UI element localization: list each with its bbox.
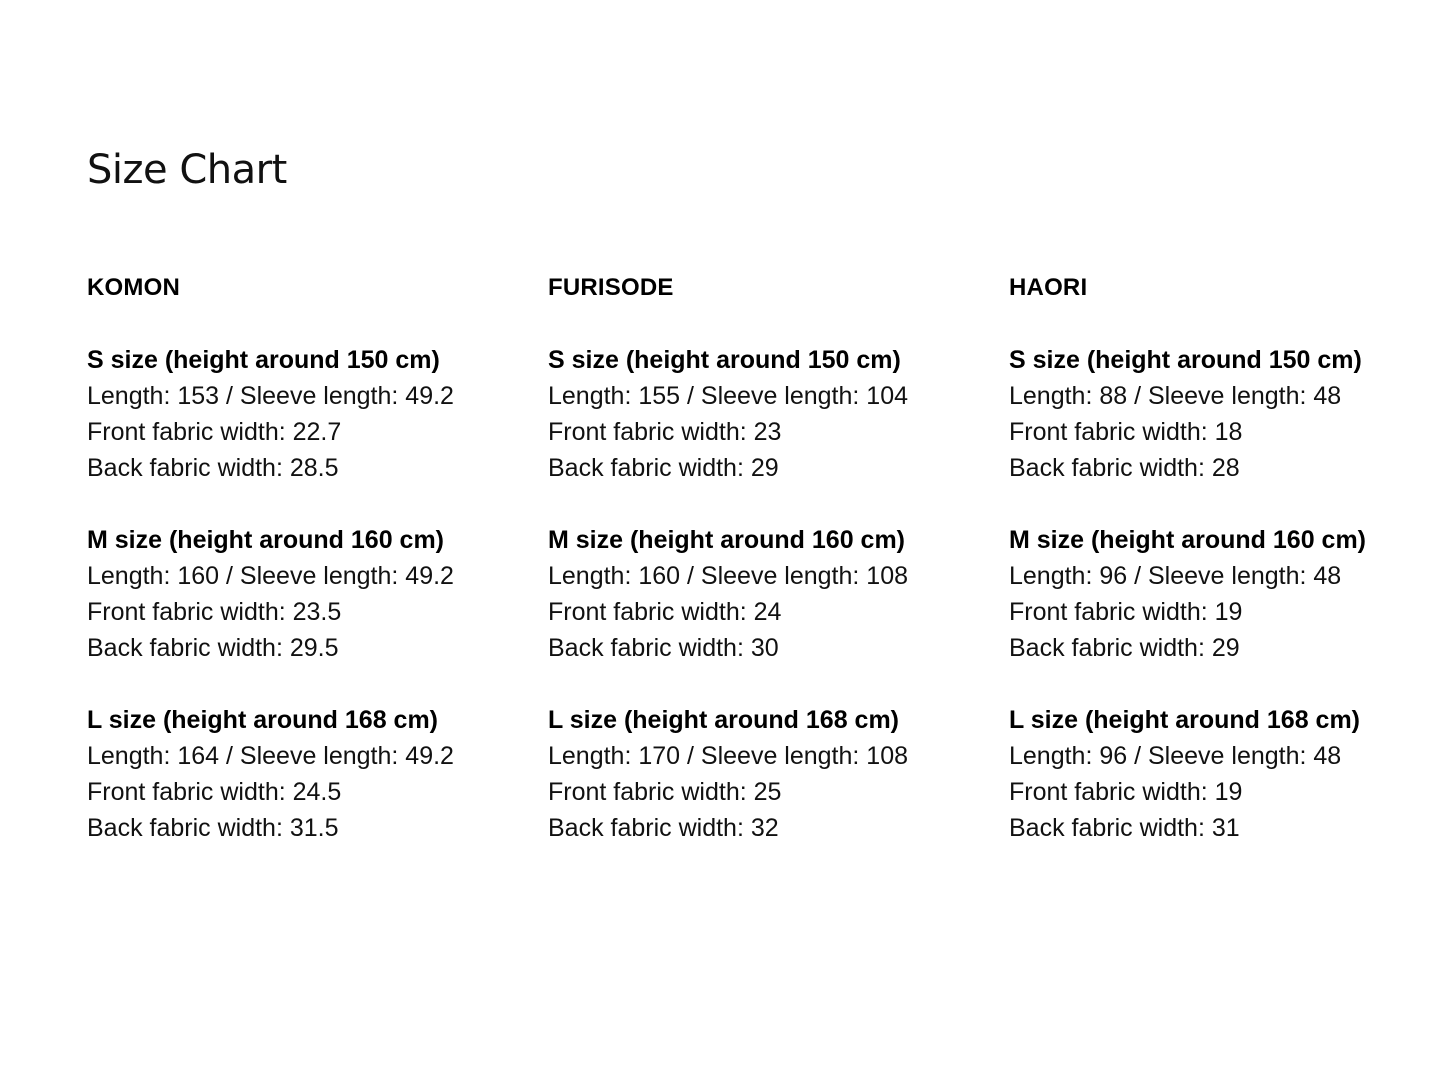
front-width-line: Front fabric width: 25 xyxy=(548,778,782,806)
back-width-line: Back fabric width: 31 xyxy=(1009,814,1240,842)
page-title: Size Chart xyxy=(87,147,287,193)
back-width-line: Back fabric width: 28 xyxy=(1009,454,1240,482)
front-width-line: Front fabric width: 22.7 xyxy=(87,418,342,446)
size-heading: S size (height around 150 cm) xyxy=(548,346,901,374)
size-heading: S size (height around 150 cm) xyxy=(1009,346,1362,374)
length-sleeve-line: Length: 160 / Sleeve length: 49.2 xyxy=(87,562,454,590)
length-sleeve-line: Length: 96 / Sleeve length: 48 xyxy=(1009,562,1342,590)
size-heading: L size (height around 168 cm) xyxy=(548,706,900,734)
size-block-m xyxy=(87,522,527,666)
front-width-line: Front fabric width: 19 xyxy=(1009,778,1243,806)
size-heading: S size (height around 150 cm) xyxy=(87,346,440,374)
back-width-line: Back fabric width: 29 xyxy=(548,454,779,482)
size-block-s xyxy=(87,342,527,486)
front-width-line: Front fabric width: 23.5 xyxy=(87,598,342,626)
length-sleeve-line: Length: 160 / Sleeve length: 108 xyxy=(548,562,909,590)
size-heading: M size (height around 160 cm) xyxy=(548,526,906,554)
back-width-line: Back fabric width: 32 xyxy=(548,814,779,842)
back-width-line: Back fabric width: 31.5 xyxy=(87,814,339,842)
size-column-komon xyxy=(87,270,527,846)
back-width-line: Back fabric width: 29.5 xyxy=(87,634,339,662)
size-block-l xyxy=(87,702,527,846)
length-sleeve-line: Length: 164 / Sleeve length: 49.2 xyxy=(87,742,454,770)
category-heading: KOMON xyxy=(87,274,180,301)
length-sleeve-line: Length: 155 / Sleeve length: 104 xyxy=(548,382,909,410)
size-heading: L size (height around 168 cm) xyxy=(1009,706,1361,734)
size-block-l xyxy=(1009,702,1429,846)
length-sleeve-line: Length: 153 / Sleeve length: 49.2 xyxy=(87,382,454,410)
category-heading: HAORI xyxy=(1009,274,1088,301)
front-width-line: Front fabric width: 18 xyxy=(1009,418,1243,446)
size-block-s xyxy=(1009,342,1429,486)
size-column-furisode xyxy=(548,270,988,846)
back-width-line: Back fabric width: 28.5 xyxy=(87,454,339,482)
front-width-line: Front fabric width: 24 xyxy=(548,598,782,626)
size-block-s xyxy=(548,342,988,486)
length-sleeve-line: Length: 170 / Sleeve length: 108 xyxy=(548,742,909,770)
size-column-haori xyxy=(1009,270,1429,846)
size-heading: M size (height around 160 cm) xyxy=(1009,526,1367,554)
size-heading: L size (height around 168 cm) xyxy=(87,706,439,734)
front-width-line: Front fabric width: 23 xyxy=(548,418,782,446)
front-width-line: Front fabric width: 24.5 xyxy=(87,778,342,806)
back-width-line: Back fabric width: 30 xyxy=(548,634,779,662)
category-heading: FURISODE xyxy=(548,274,674,301)
size-block-l xyxy=(548,702,988,846)
front-width-line: Front fabric width: 19 xyxy=(1009,598,1243,626)
back-width-line: Back fabric width: 29 xyxy=(1009,634,1240,662)
size-block-m xyxy=(548,522,988,666)
length-sleeve-line: Length: 88 / Sleeve length: 48 xyxy=(1009,382,1342,410)
size-heading: M size (height around 160 cm) xyxy=(87,526,445,554)
length-sleeve-line: Length: 96 / Sleeve length: 48 xyxy=(1009,742,1342,770)
size-block-m xyxy=(1009,522,1429,666)
